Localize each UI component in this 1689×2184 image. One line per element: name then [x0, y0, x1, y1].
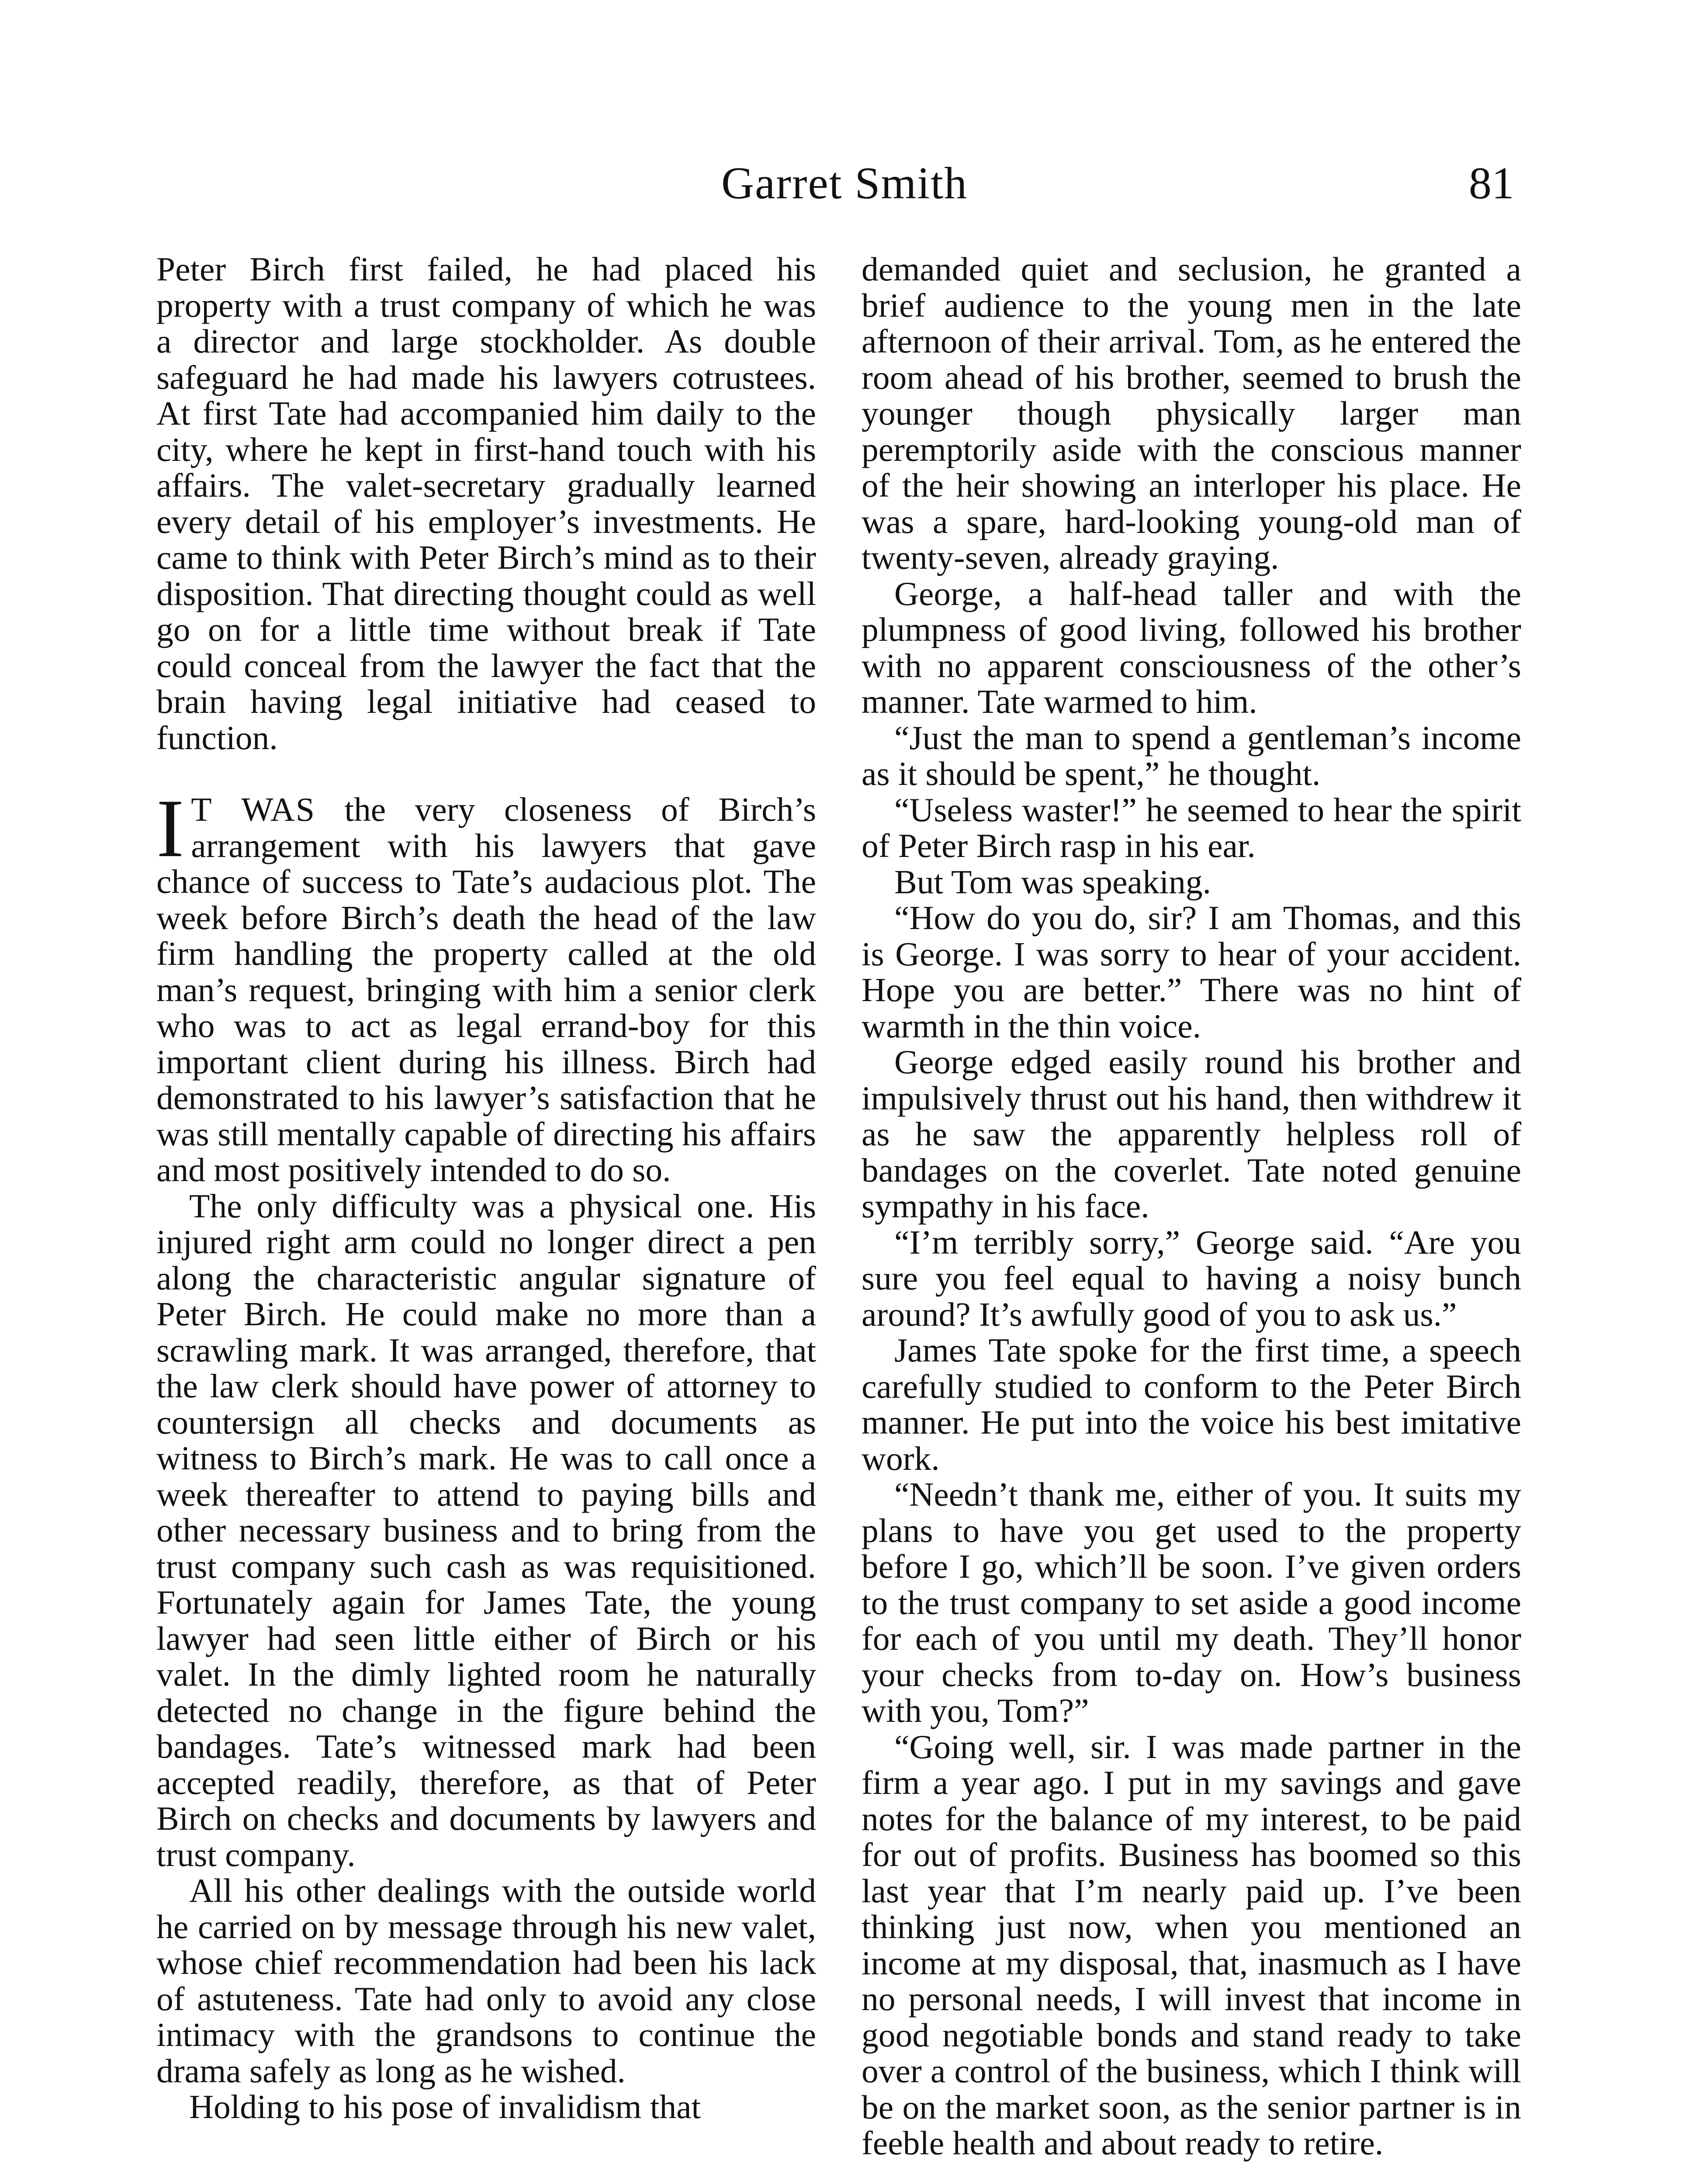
paragraph: demanded quiet and seclusion, he granted a brief audience to the young men in the late afternoon of their arrival. Tom, as he entered the room ahead of his brother, seemed to brush the younger though physically larger man peremptorily aside with the conscious manner of the heir showing an interloper his place. He was a spare, hard-looking young-old man of twenty-seven, already graying. [862, 250, 1521, 576]
paragraph: “Useless waster!” he seemed to hear the spirit of Peter Birch rasp in his ear. [862, 791, 1521, 864]
paragraph: James Tate spoke for the first time, a speech carefully studied to conform to the Peter Birch manner. He put into the voice his best imitative work. [862, 1331, 1521, 1477]
paragraph: But Tom was speaking. [894, 863, 1211, 901]
paragraph: George, a half-head taller and with the plumpness of good living, followed his brother with no apparent consciousness of the other’s manner. Tate warmed to him. [862, 574, 1521, 720]
paragraph: “I’m terribly sorry,” George said. “Are you sure you feel equal to having a noisy bunch around? It’s awfully good of you to ask us.” [862, 1223, 1521, 1333]
running-title: Garret Smith [721, 158, 968, 208]
paragraph: Holding to his pose of invalidism that [189, 2088, 701, 2125]
paragraph: “Just the man to spend a gentleman’s income as it should be spent,” he thought. [862, 719, 1521, 792]
paragraph: George edged easily round his brother and impulsively thrust out his hand, then withdrew it as he saw the apparently helpless roll of bandages on the coverlet. Tate noted genuine sympathy in his face. [862, 1043, 1521, 1225]
left-column [156, 251, 816, 2125]
paragraph: Peter Birch first failed, he had placed his property with a trust company of which he was a director and large stockholder. As double safeguard he had made his lawyers cotrustees. At first Tate had accompanied him daily to the city, where he kept in first-hand touch with his affairs. The valet-secretary gradually learned every detail of his employer’s investments. He came to think with Peter Birch’s mind as to their disposition. That directing thought could as well go on for a little time without break if Tate could conceal from the lawyer the fact that the brain having legal initiative had ceased to function. [156, 250, 816, 757]
paragraph: “How do you do, sir? I am Thomas, and this is George. I was sorry to hear of your accident. Hope you are better.” There was no hint of warmth in the thin voice. [862, 899, 1521, 1045]
section-opening-paragraph [156, 783, 816, 1189]
right-column [862, 251, 1521, 2161]
page-header [0, 157, 1689, 210]
paragraph: All his other dealings with the outside world he carried on by message through his new valet, whose chief recommendation had been his lack of astuteness. Tate had only to avoid any close intimacy with the grandsons to continue the drama safely as long as he wished. [156, 1872, 816, 2090]
drop-cap: I [156, 783, 184, 874]
paragraph: “Going well, sir. I was made partner in the firm a year ago. I put in my savings and gave notes for the balance of my interest, to be paid for out of profits. Business has boomed so this last year that I’m nearly paid up. I’ve been thinking just now, when you mentioned an income at my disposal, that, inasmuch as I have no personal needs, I will invest that income in good negotiable bonds and stand ready to take over a control of the business, which I think will be on the market soon, as the senior partner is in feeble health and about ready to retire. [862, 1728, 1521, 2162]
paragraph: “Needn’t thank me, either of you. It suits my plans to have you get used to the property before I go, which’ll be soon. I’ve given orders to the trust company to set aside a good income for each of you until my death. They’ll honor your checks from to-day on. How’s business with you, Tom?” [862, 1476, 1521, 1729]
small-caps-lead: T WAS [191, 791, 315, 828]
paragraph: The only difficulty was a physical one. His injured right arm could no longer direct a pen along the characteristic angular signature of Peter Birch. He could make no more than a scrawling mark. It was arranged, therefore, that the law clerk should have power of attorney to countersign all checks and documents as witness to Birch’s mark. He was to call once a week thereafter to attend to paying bills and other necessary business and to bring from the trust company such cash as was requisitioned. Fortunately again for James Tate, the young lawyer had seen little either of Birch or his valet. In the dimly lighted room he naturally detected no change in the figure behind the bandages. Tate’s witnessed mark had been accepted readily, therefore, as that of Peter Birch on checks and documents by lawyers and trust company. [156, 1187, 816, 1873]
paragraph-text: the very closeness of Birch’s arrangement with his lawyers that gave chance of success to Tate’s audacious plot. The week before Birch’s death the head of the law firm handling the property called at the old man’s request, bringing with him a senior clerk who was to act as legal errand-boy for this important client during his illness. Birch had demonstrated to his lawyer’s satisfaction that he was still mentally capable of directing his affairs and most positively intended to do so. [156, 791, 816, 1189]
page-number: 81 [1469, 158, 1514, 208]
